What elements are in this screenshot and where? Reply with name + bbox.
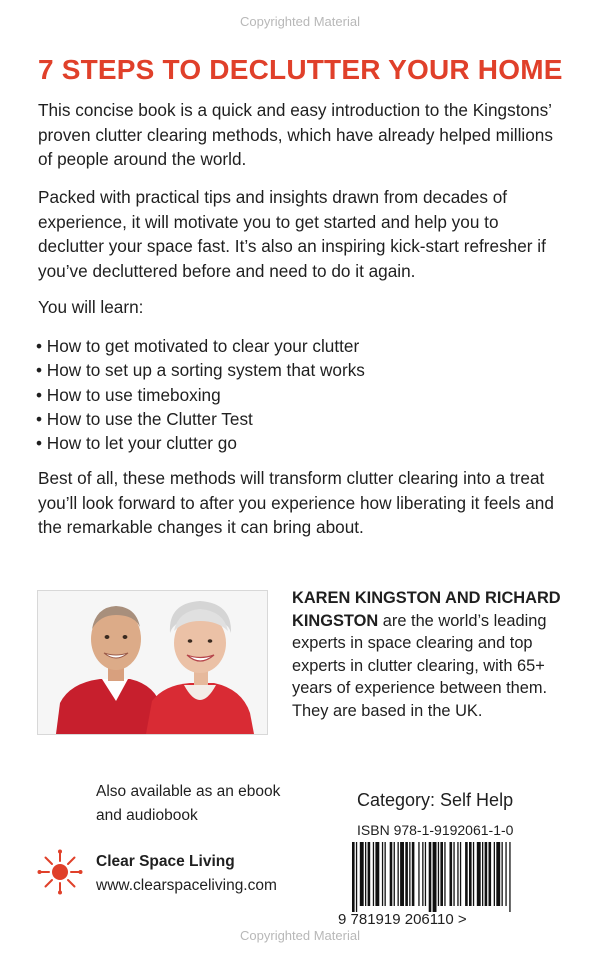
barcode-bar [360,842,364,906]
isbn-barcode [338,838,568,928]
barcode-bar [440,842,443,906]
barcode-bar [469,842,472,906]
intro-paragraph: This concise book is a quick and easy introduction to the Kingstons’ proven clutter clearing methods, which have already helped millions of people around the world. [38,100,553,169]
watermark-bottom: Copyrighted Material [240,928,360,943]
barcode-bar [405,842,408,906]
learn-list [36,334,365,455]
author-bio [292,587,572,722]
barcode-digits: 9 781919 206110 > [338,911,467,928]
barcode-bar [394,842,395,906]
barcode-bar [365,842,366,906]
barcode-bar [352,842,355,912]
list-item: • How to let your clutter go [36,433,237,454]
list-item: • How to get motivated to clear your clutter [36,336,360,356]
barcode-bar [450,842,453,906]
author-photo [37,590,268,735]
book-title: 7 STEPS TO DECLUTTER YOUR HOME [38,54,563,85]
list-item: • How to use timeboxing [36,384,221,405]
barcode-bar [418,842,419,906]
details-paragraph: Packed with practical tips and insights drawn from decades of experience, it will motivate you to get started and help you to declutter your space fast. It’s also an inspiring kick-start refresher if you’ve decluttered before and need to do it again. [38,187,546,281]
publisher-url: www.clearspaceliving.com [96,877,277,894]
barcode-bar [489,842,492,906]
watermark-top: Copyrighted Material [240,14,360,29]
list-item: • How to use the Clutter Test [36,408,253,429]
barcode-bar [400,842,404,906]
barcode-bars [352,842,511,912]
learn-heading: You will learn: [38,297,144,317]
publisher-name: Clear Space Living [96,853,235,870]
barcode-bar [465,842,468,906]
barcode-bar [457,842,458,906]
author-names: KAREN KINGSTON AND RICHARD KINGSTON [292,589,561,630]
isbn-label: ISBN 978-1-9192061-1-0 [357,822,514,838]
barcode-bar [502,842,503,906]
closing-paragraph: Best of all, these methods will transform clutter clearing into a treat you’ll look forward to after you experience how liberating it feels and the remarkable changes it can bring about. [38,468,554,537]
barcode-bar [422,842,423,906]
barcode-bar [460,842,461,906]
barcode-bar [438,842,439,906]
barcode-bar [368,842,371,906]
barcode-bar [409,842,410,906]
barcode-bar [375,842,379,906]
barcode-bar [444,842,445,906]
barcode-bar [398,842,399,906]
author-bio-text: are the world’s leading experts in space clearing and top experts in clutter clearing, with 65+ years of experience between them. They are based in the UK. [292,611,548,720]
clear-space-living-logo-icon [36,848,84,896]
barcode-bar [382,842,383,906]
list-item: • How to set up a sorting system that works [36,360,365,381]
authors-illustration [38,591,267,734]
barcode-bar [477,842,481,906]
barcode-bar [509,842,510,912]
also-available-text: Also available as an ebook and audiobook [96,783,281,824]
barcode-bar [425,842,426,906]
barcode-bar [356,842,357,912]
barcode-bar [494,842,495,906]
barcode-bar [433,842,437,912]
barcode-bar [390,842,393,906]
barcode-bar [429,842,432,912]
barcode-bar [485,842,488,906]
barcode-bar [385,842,386,906]
category-label: Category: Self Help [357,790,514,810]
barcode-bar [373,842,374,906]
barcode-bar [482,842,483,906]
barcode-bar [496,842,500,906]
barcode-bar [505,842,506,906]
barcode-bar [453,842,454,906]
barcode-bar [412,842,415,906]
barcode-bar [473,842,474,906]
